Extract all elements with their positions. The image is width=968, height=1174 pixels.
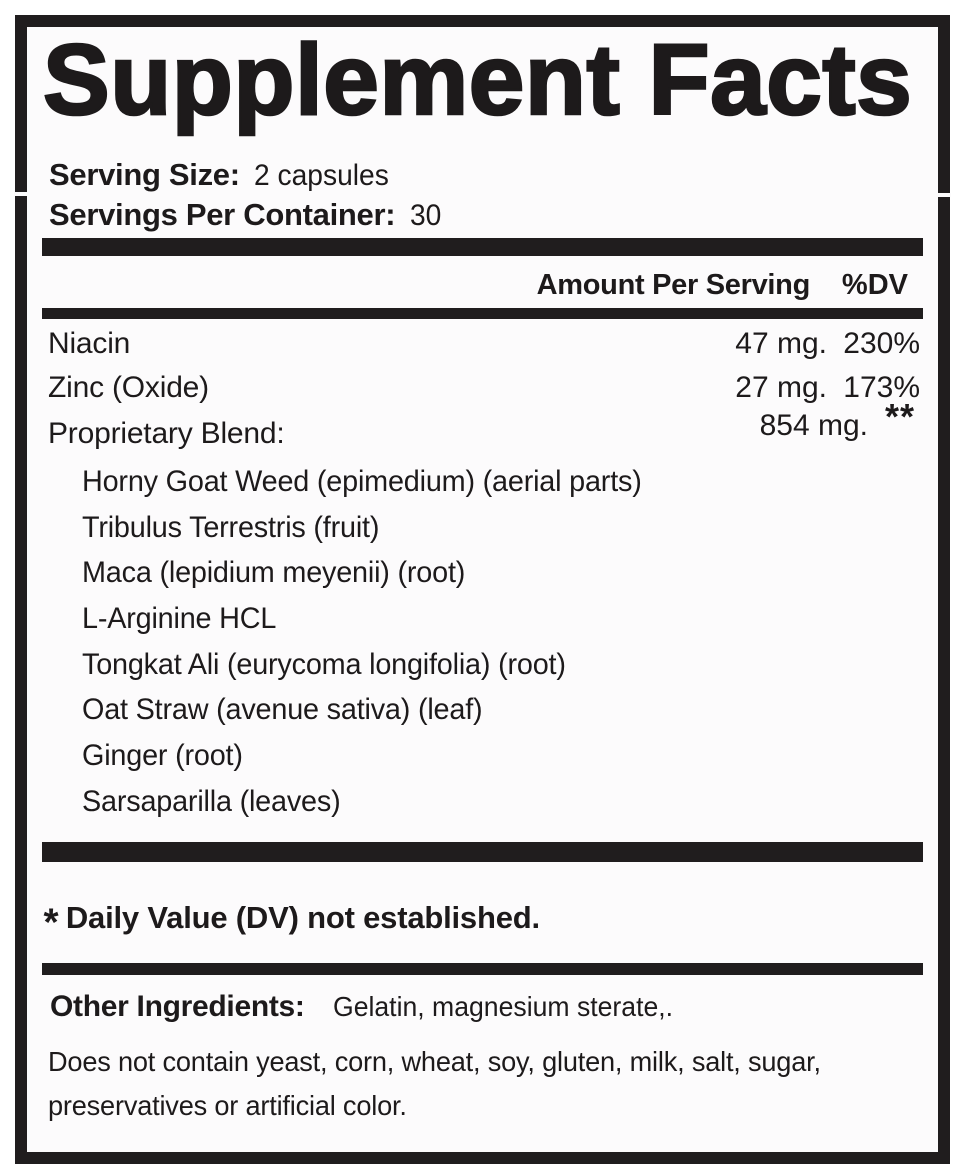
nutrient-name: Zinc (Oxide) [48,371,209,404]
divider-header [42,308,923,319]
divider-footnote [42,963,923,975]
serving-size-label: Serving Size: [49,157,240,192]
border-seam-right [937,193,951,197]
blend-item: Tongkat Ali (eurycoma longifolia) (root) [82,647,566,681]
blend-item: Maca (lepidium meyenii) (root) [82,556,466,590]
blend-item: L-Arginine HCL [82,602,277,636]
divider-thick-top [42,238,923,256]
blend-item: Tribulus Terrestris (fruit) [82,510,380,544]
blend-item: Ginger (root) [82,739,243,773]
other-ingredients-value: Gelatin, magnesium sterate,. [333,991,674,1022]
servings-per-container-label: Servings Per Container: [49,197,396,232]
nutrient-amount: 854 mg. [759,409,868,442]
disclaimer-line [48,1045,845,1079]
nutrient-dv: 173% [843,371,920,404]
divider-thick-middle [42,842,923,862]
nutrient-name: Niacin [48,327,131,360]
serving-size-value: 2 capsules [254,159,390,192]
other-ingredients-label: Other Ingredients: [50,990,305,1023]
disclaimer-line [48,1089,418,1123]
servings-per-container-value: 30 [409,199,442,232]
asterisk-icon: * [43,900,59,945]
blend-item: Horny Goat Weed (epimedium) (aerial parts) [82,465,642,498]
daily-value-footnote [43,900,540,945]
nutrient-dv-asterisks: ** [884,396,915,437]
other-ingredients-line [50,989,691,1030]
label-content [27,24,938,1152]
nutrient-amount: 27 mg. [735,371,827,404]
proprietary-blend-list [82,465,665,831]
nutrient-name: Proprietary Blend: [48,417,285,450]
disclaimer-text: preservatives or artificial color. [48,1090,407,1121]
amount-per-serving-header: Amount Per Serving [536,269,810,301]
daily-value-footnote-text: Daily Value (DV) not established. [65,900,540,935]
percent-dv-header: %DV [841,269,908,301]
nutrient-amount: 47 mg. [735,327,827,360]
table-header-row [27,269,938,301]
blend-item: Sarsaparilla (leaves) [82,784,341,818]
label-border-box [15,15,950,1164]
disclaimer-text: Does not contain yeast, corn, wheat, soy, gluten, milk, salt, sugar, [48,1046,821,1077]
nutrient-dv: 230% [843,327,920,360]
border-seam-left [14,192,28,196]
panel-title: Supplement Facts [43,24,913,136]
servings-per-container-line [49,195,443,241]
blend-item: Oat Straw (avenue sativa) (leaf) [82,693,483,727]
